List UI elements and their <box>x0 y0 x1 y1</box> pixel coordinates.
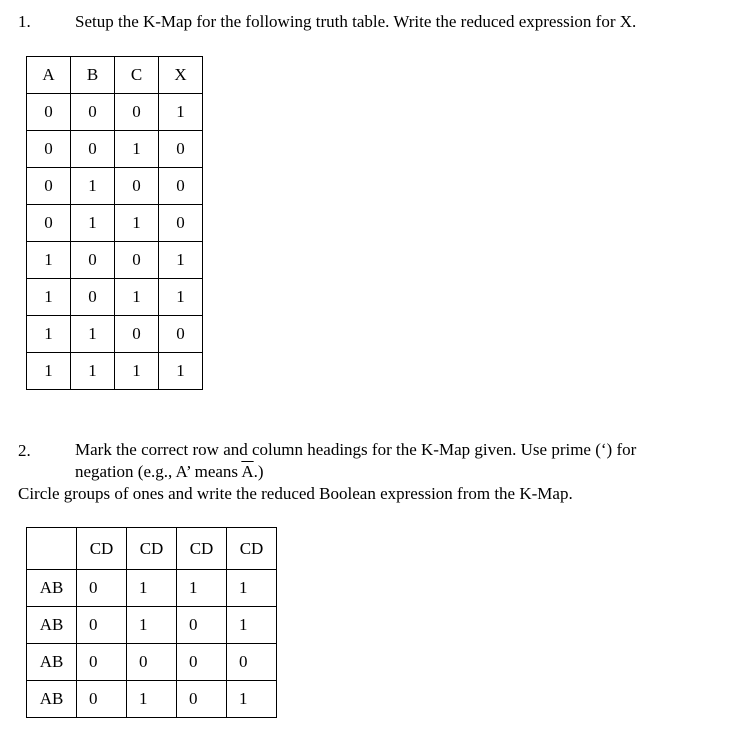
kmap-row-header: AB <box>27 681 77 718</box>
cell-x: 0 <box>159 316 203 353</box>
table-row <box>27 168 203 205</box>
cell-b: 0 <box>71 279 115 316</box>
kmap-row-header: AB <box>27 644 77 681</box>
question-1-number: 1. <box>18 12 31 31</box>
cell-x: 1 <box>159 94 203 131</box>
table-row <box>27 94 203 131</box>
header-c: C <box>115 57 159 94</box>
kmap-cell: 0 <box>77 644 127 681</box>
cell-a: 1 <box>27 316 71 353</box>
kmap-col-header: CD <box>227 528 277 570</box>
header-x: X <box>159 57 203 94</box>
truth-table-header-row <box>27 57 203 94</box>
cell-a: 1 <box>27 242 71 279</box>
cell-c: 0 <box>115 242 159 279</box>
kmap-corner-cell <box>27 528 77 570</box>
kmap-table <box>26 527 277 718</box>
table-row <box>27 205 203 242</box>
cell-c: 1 <box>115 353 159 390</box>
kmap-cell: 0 <box>77 607 127 644</box>
cell-b: 0 <box>71 242 115 279</box>
header-a: A <box>27 57 71 94</box>
cell-x: 1 <box>159 242 203 279</box>
header-b: B <box>71 57 115 94</box>
cell-a: 1 <box>27 279 71 316</box>
question-2-line-3: Circle groups of ones and write the reduced Boolean expression from the K-Map. <box>18 484 573 503</box>
table-row <box>27 570 277 607</box>
cell-x: 0 <box>159 131 203 168</box>
kmap-col-header: CD <box>127 528 177 570</box>
cell-x: 1 <box>159 279 203 316</box>
cell-c: 0 <box>115 94 159 131</box>
cell-a: 1 <box>27 353 71 390</box>
cell-x: 0 <box>159 168 203 205</box>
kmap-cell: 1 <box>127 607 177 644</box>
cell-a: 0 <box>27 168 71 205</box>
kmap-cell: 1 <box>227 607 277 644</box>
cell-b: 0 <box>71 94 115 131</box>
cell-b: 1 <box>71 316 115 353</box>
table-row <box>27 242 203 279</box>
kmap-cell: 1 <box>227 681 277 718</box>
kmap-row-header: AB <box>27 570 77 607</box>
question-2-line-2 <box>75 461 264 483</box>
kmap-col-header: CD <box>177 528 227 570</box>
kmap-cell: 1 <box>227 570 277 607</box>
cell-b: 1 <box>71 168 115 205</box>
kmap-cell: 0 <box>177 681 227 718</box>
cell-b: 1 <box>71 205 115 242</box>
table-row <box>27 131 203 168</box>
cell-x: 0 <box>159 205 203 242</box>
kmap-col-header: CD <box>77 528 127 570</box>
kmap-header-row <box>27 528 277 570</box>
cell-c: 0 <box>115 168 159 205</box>
kmap-cell: 1 <box>177 570 227 607</box>
kmap-cell: 0 <box>227 644 277 681</box>
kmap-cell: 0 <box>77 681 127 718</box>
table-row <box>27 681 277 718</box>
table-row <box>27 279 203 316</box>
cell-c: 1 <box>115 205 159 242</box>
table-row <box>27 644 277 681</box>
kmap-cell: 0 <box>77 570 127 607</box>
cell-x: 1 <box>159 353 203 390</box>
table-row <box>27 607 277 644</box>
question-2-number: 2. <box>18 441 31 460</box>
kmap-cell: 1 <box>127 681 177 718</box>
cell-a: 0 <box>27 131 71 168</box>
cell-c: 0 <box>115 316 159 353</box>
question-1-text: Setup the K-Map for the following truth table. Write the reduced expression for X. <box>75 12 637 31</box>
cell-b: 0 <box>71 131 115 168</box>
cell-a: 0 <box>27 205 71 242</box>
cell-c: 1 <box>115 131 159 168</box>
kmap-cell: 0 <box>177 644 227 681</box>
negated-a-example: $\overline{A}$ <box>241 462 254 481</box>
question-2-line-2-prefix: negation (e.g., A’ means <box>75 462 242 481</box>
cell-a: 0 <box>27 94 71 131</box>
kmap-row-header: AB <box>27 607 77 644</box>
question-2-line-1: Mark the correct row and column headings for the K-Map given. Use prime (‘) for <box>75 440 637 459</box>
cell-c: 1 <box>115 279 159 316</box>
kmap-cell: 0 <box>177 607 227 644</box>
table-row <box>27 316 203 353</box>
table-row <box>27 353 203 390</box>
question-2-line-2-suffix: .) <box>253 462 264 481</box>
kmap-cell: 1 <box>127 570 177 607</box>
kmap-cell: 0 <box>127 644 177 681</box>
cell-b: 1 <box>71 353 115 390</box>
truth-table <box>26 56 203 390</box>
